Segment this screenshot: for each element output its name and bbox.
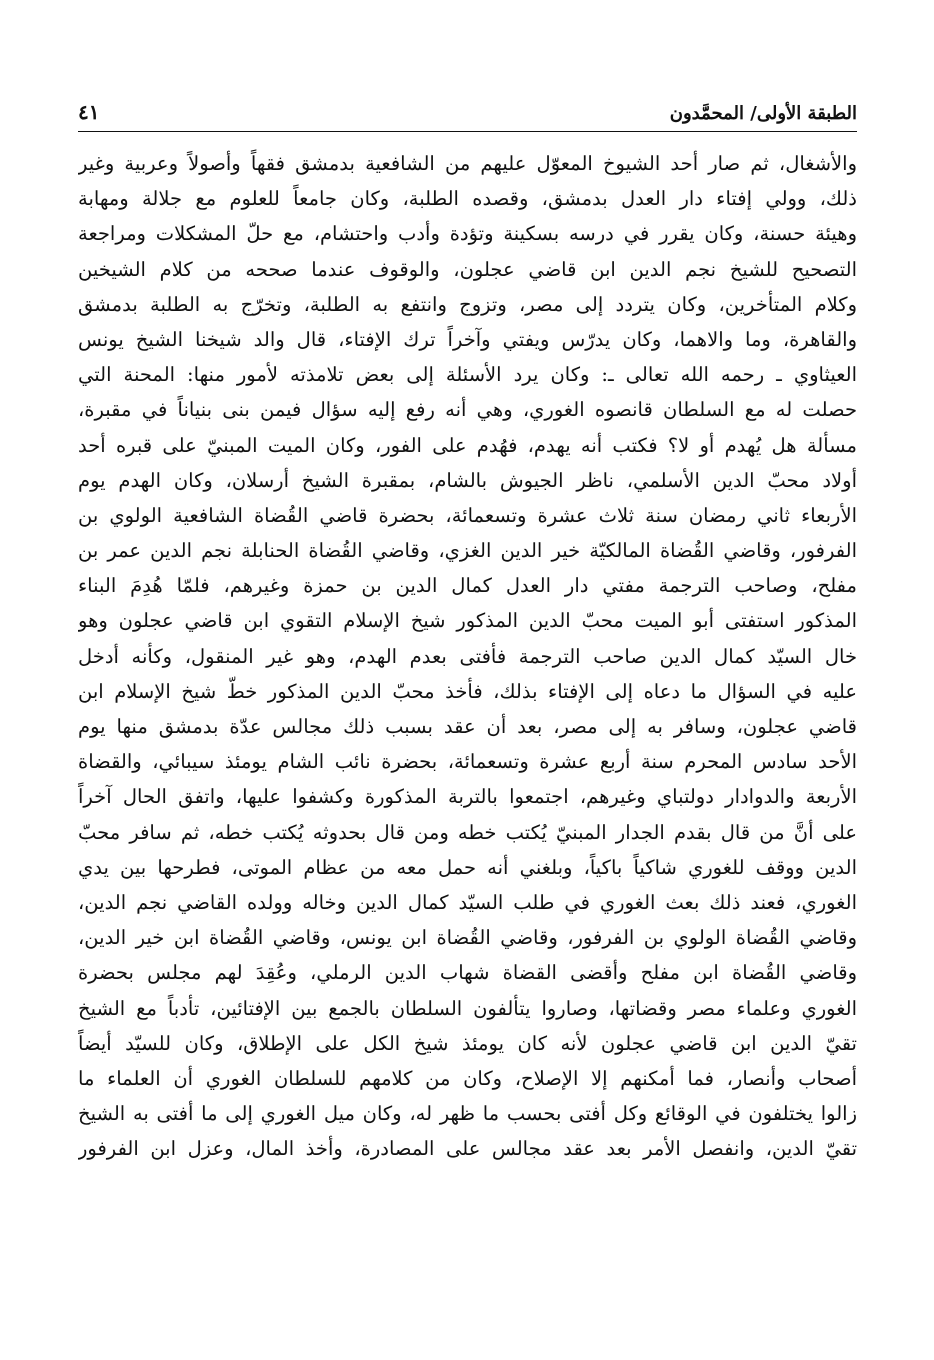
text-line: المذكور استفتى أبو الميت محبّ الدين المذكور شيخ الإسلام التقوي ابن قاضي عجلون وهو [78,609,857,633]
text-line: الغوري وعلماء مصر وقضاتها، وصاروا يتألفون السلطان بالجمع بين الإفتائين، تأدباً مع الشيخ [78,996,857,1020]
text-line: الأحد سادس المحرم سنة أربع عشرة وتسعمائة، بحضرة نائب الشام يومئذ سيبائي، والقضاة [78,750,857,774]
text-line: والأشغال، ثم صار أحد الشيوخ المعوّل عليهم من الشافعية بدمشق فقهاً وأصولاً وعربية وغير [78,152,857,175]
text-line: حصلت له مع السلطان قانصوه الغوري، وهي أنه رفع إليه سؤال فيمن بنى بنياناً في مقبرة، [78,398,857,422]
text-line: الأربعاء ثاني رمضان سنة ثلاث عشرة وتسعمائة، بحضرة قاضي القُضاة الشافعية الولوي بن [78,503,857,527]
body-text [78,146,857,1166]
text-line: وقاضي القُضاة ابن مفلح وأقضى القضاة شهاب الدين الرملي، وعُقِدَ لهم مجلس بحضرة [78,961,857,985]
text-line: أولاد محبّ الدين الأسلمي، ناظر الجيوش بالشام، بمقبرة الشيخ أرسلان، وكان الهدم يوم [78,468,857,492]
text-line: خال السيّد كمال الدين صاحب الترجمة فأفتى بعدم الهدم، وهو غير المنقول، وكأنه أدخل [78,644,857,668]
text-line: قاضي عجلون، وسافر به إلى مصر، بعد أن عقد بسبب ذلك مجالس عدّة بدمشق منها يوم [78,715,857,738]
text-line: الغوري، فعند ذلك بعث الغوري في طلب السيّد كمال الدين وخاله وولده القاضي نجم الدين، [78,890,857,914]
page-number: ٤١ [78,100,100,124]
text-line: تقيّ الدين، وانفصل الأمر بعد عقد مجالس على المصادرة، وأخذ المال، وعزل ابن الفرفور [78,1137,857,1161]
text-line: الدين ووقف للغوري شاكياً باكياً، وبلغني أنه حمل معه من عظام الموتى، فطرحها بين يدي [78,855,857,879]
text-line: أصحاب وأنصار، فما أمكنهم إلا الإصلاح، وكان من كلامهم للسلطان الغوري أن العلماء ما [78,1066,857,1090]
text-line: زالوا يختلفون في الوقائع وكل أفتى بحسب ما ظهر له، وكان ميل الغوري إلى ما أفتى به الشيخ [78,1102,857,1126]
text-line: وقاضي القُضاة الولوي بن الفرفور، وقاضي القُضاة ابن يونس، وقاضي القُضاة ابن خير الدين، [78,926,857,950]
header-rule [78,131,857,132]
text-line: مسألة هل يُهدم أو لا؟ فكتب أنه يهدم، فهُدم على الفور، وكان الميت المبنيّ على قبره أحد [78,433,857,457]
text-line: ذلك، وولي إفتاء دار العدل بدمشق، وقصده الطلبة، وكان جامعاً للعلوم مع جلالة ومهابة [78,187,857,211]
text-line: وكلام المتأخرين، وكان يتردد إلى مصر، وتزوج وانتفع به الطلبة، وتخرّج به الطلبة بدمشق [78,292,857,316]
text-line: عليه في السؤال ما دعاه إلى الإفتاء بذلك، فأخذ محبّ الدين المذكور خطّ شيخ الإسلام ابن [78,679,857,703]
running-header [78,92,857,124]
text-line: العيثاوي ـ رحمه الله تعالى ـ: وكان يرد الأسئلة إلى بعض تلامذته لأمور منها: المحنة التي [78,363,857,387]
text-line: تقيّ الدين ابن قاضي عجلون لأنه كان يومئذ شيخ الكل على الإطلاق، وكان للسيّد أيضاً [78,1031,857,1055]
text-line: التصحيح للشيخ نجم الدين ابن قاضي عجلون، والوقوف عندما صححه من كلام الشيخين [78,257,857,281]
text-line: على أنَّ من قال بقدم الجدار المبنيّ يُكتب خطه ومن قال بحدوثه يُكتب خطه، ثم سافر محبّ [78,820,857,844]
text-line: وهيئة حسنة، وكان يقرر في درسه بسكينة وتؤدة وأدب واحتشام، مع حلّ المشكلات ومراجعة [78,222,857,246]
text-line: مفلح، وصاحب الترجمة مفتي دار العدل كمال الدين بن حمزة وغيرهم، فلمّا هُدِمَ البناء [78,574,857,598]
running-header-title: الطبقة الأولى/ المحمَّدون [669,103,857,124]
text-line: الأربعة والدوادار دولتباي وغيرهم، اجتمعوا بالتربة المذكورة وكشفوا عليها، واتفق الحال آخراً [78,785,857,809]
text-line: الفرفور، وقاضي القُضاة المالكيّة خير الدين الغزي، وقاضي القُضاة الحنابلة نجم الدين عمر بن [78,539,857,563]
text-line: والقاهرة، وما والاهما، وكان يدرّس ويفتي وآخراً ترك الإفتاء، قال والد شيخنا الشيخ يونس [78,327,857,351]
